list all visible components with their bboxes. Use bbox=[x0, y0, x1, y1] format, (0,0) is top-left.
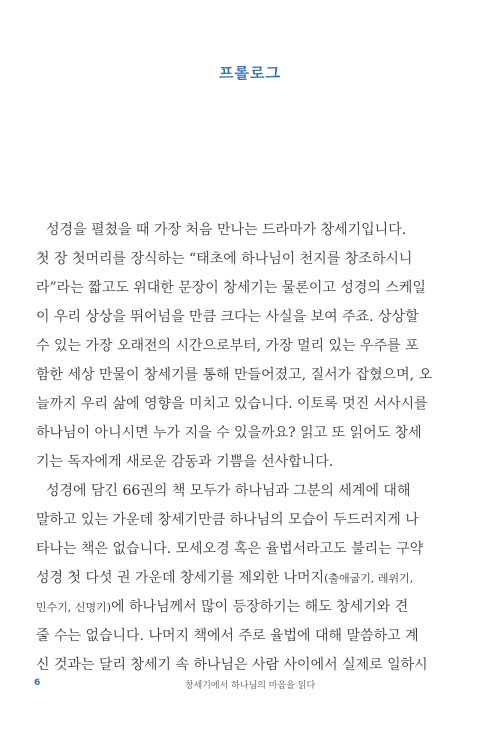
text-line: 줄 수는 없습니다. 나머지 책에서 주로 율법에 대해 말씀하고 계 bbox=[36, 628, 419, 644]
page-number: 6 bbox=[34, 678, 41, 688]
text-line: 하나님이 아니시면 누가 지을 수 있을까요? 읽고 또 읽어도 창세 bbox=[36, 425, 422, 441]
text-line bbox=[36, 564, 464, 593]
page-footer bbox=[0, 678, 500, 694]
text-line: 기는 독자에게 새로운 감동과 기쁨을 선사합니다. bbox=[36, 454, 334, 470]
text-line: 첫 장 첫머리를 장식하는 “태초에 하나님이 천지를 창조하시니 bbox=[36, 251, 413, 267]
body-text bbox=[36, 216, 464, 680]
chapter-title: 프롤로그 bbox=[219, 64, 281, 82]
parenthetical-note: 민수기, 신명기) bbox=[36, 601, 112, 614]
text-line: 함한 세상 만물이 창세기를 통해 만들어졌고, 질서가 잡혔으며, 오 bbox=[36, 367, 433, 383]
text-line: 성경을 펼쳤을 때 가장 처음 만나는 드라마가 창세기입니다. bbox=[46, 222, 407, 238]
text-line bbox=[36, 593, 464, 622]
text-line: 라”라는 짧고도 위대한 문장이 창세기는 물론이고 성경의 스케일 bbox=[36, 280, 426, 296]
running-title: 창세기에서 하나님의 마음을 읽다 bbox=[184, 681, 316, 691]
text-line: 신 것과는 달리 창세기 속 하나님은 사람 사이에서 실제로 일하시 bbox=[36, 657, 428, 673]
text-segment: 에 하나님께서 많이 등장하기는 해도 창세기와 견 bbox=[111, 599, 409, 615]
text-line: 수 있는 가장 오래전의 시간으로부터, 가장 멀리 있는 우주를 포 bbox=[36, 338, 419, 354]
text-line: 말하고 있는 가운데 창세기만큼 하나님의 모습이 두드러지게 나 bbox=[36, 512, 419, 528]
text-segment: 성경 첫 다섯 권 가운데 창세기를 제외한 나머지 bbox=[36, 570, 325, 586]
text-line: 성경에 담긴 66권의 책 모두가 하나님과 그분의 세계에 대해 bbox=[46, 483, 411, 499]
text-line: 늘까지 우리 삶에 영향을 미치고 있습니다. 이토록 멋진 서사시를 bbox=[36, 396, 428, 412]
parenthetical-note: (출애굽기, 레위기, bbox=[324, 572, 414, 585]
text-line: 이 우리 상상을 뛰어넘을 만큼 크다는 사실을 보여 주죠. 상상할 bbox=[36, 309, 419, 325]
text-line: 타나는 책은 없습니다. 모세오경 혹은 율법서라고도 불리는 구약 bbox=[36, 541, 424, 557]
